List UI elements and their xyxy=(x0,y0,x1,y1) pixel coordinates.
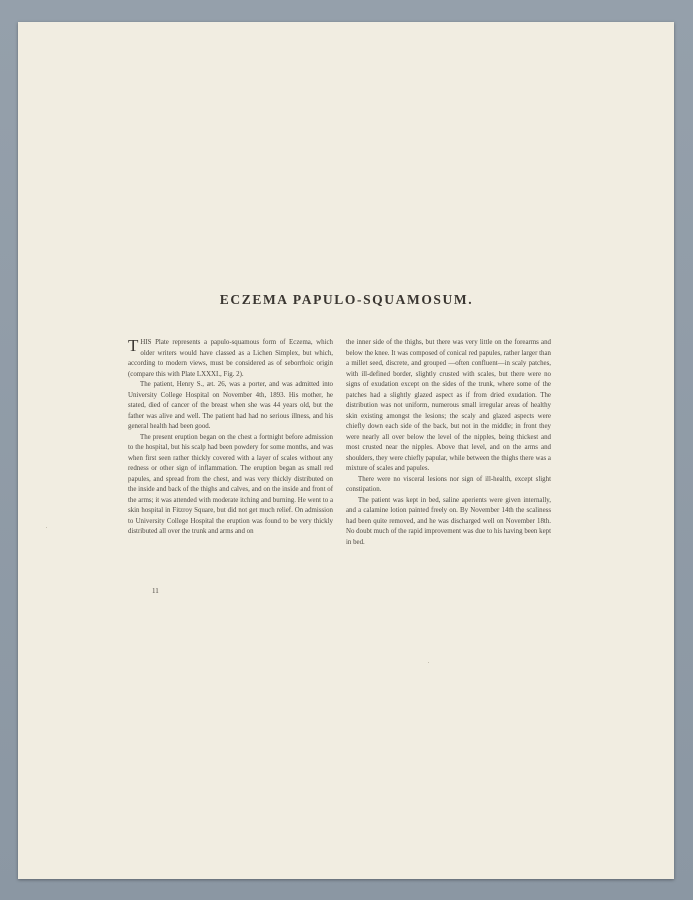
body-paragraph: The present eruption began on the chest a fortnight before admission to the hospital, but his scalp had been powdery for some months, and was when first seen rather thickly covered with a layer of scales without any redness or other sign of inflammation. The eruption began as small red papules, and spread from the chest, and was very thickly distributed on the inside and back of the thighs and calves, and on the inside and front of the arms; it was attended with moderate itching and burning. He went to a skin hospital in Fitzroy Square, but did not get much relief. On admission to University College Hospital the eruption was found to be very thickly distributed all over the trunk and arms and on xyxy=(128,433,333,535)
body-paragraph: The patient was kept in bed, saline aperients were given internally, and a calamine lotion painted freely on. By November 14th the scaliness had been quite removed, and he was discharged well on November 18th. No doubt much of the rapid improvement was due to his having been kept in bed. xyxy=(346,496,551,546)
paper-speck xyxy=(428,662,429,663)
right-text-column xyxy=(346,338,551,548)
dropcap-letter: T xyxy=(128,336,139,355)
body-paragraph: The patient, Henry S., æt. 26, was a porter, and was admitted into University College Hospital on November 4th, 1893. His mother, he stated, died of cancer of the breast when she was 44 years old, but the father was alive and well. The patient had had no serious illness, and his general health had been good. xyxy=(128,381,333,430)
paper-speck xyxy=(46,527,47,528)
opening-paragraph xyxy=(128,338,333,380)
left-text-column xyxy=(128,338,333,538)
opening-paragraph-text: HIS Plate represents a papulo-squamous form of Eczema, which older writers would have classed as a Lichen Simplex, but which, according to modern views, must be considered as of seborrhoic origin (compare this with Plate LXXXI., Fig. 2). xyxy=(128,339,333,378)
body-paragraph: There were no visceral lesions nor sign of ill-health, except slight constipation. xyxy=(346,475,551,493)
plate-title: ECZEMA PAPULO-SQUAMOSUM. xyxy=(219,292,474,307)
page-number: 11 xyxy=(152,587,159,595)
continued-paragraph: the inner side of the thighs, but there was very little on the forearms and below the knee. It was composed of conical red papules, rather larger than a millet seed, discrete, and grouped —often confluent—in scaly patches, with ill-defined border, slightly crusted with scales, but there were no signs of exudation except on the sides of the trunk, where some of the patches had a slightly glazed aspect as if from dried exudation. The distribution was not uniform, numerous small irregular areas of healthy skin existing amongst the lesions; the scaly and glazed aspects were chiefly down each side of the back, but not in the middle; in front they were nearly all over below the level of the nipples, being thickest and most crusted near the nipples. Above that level, and on the arms and shoulders, they were chiefly papular, while between the thighs there was a mixture of scales and papules. xyxy=(346,339,551,472)
